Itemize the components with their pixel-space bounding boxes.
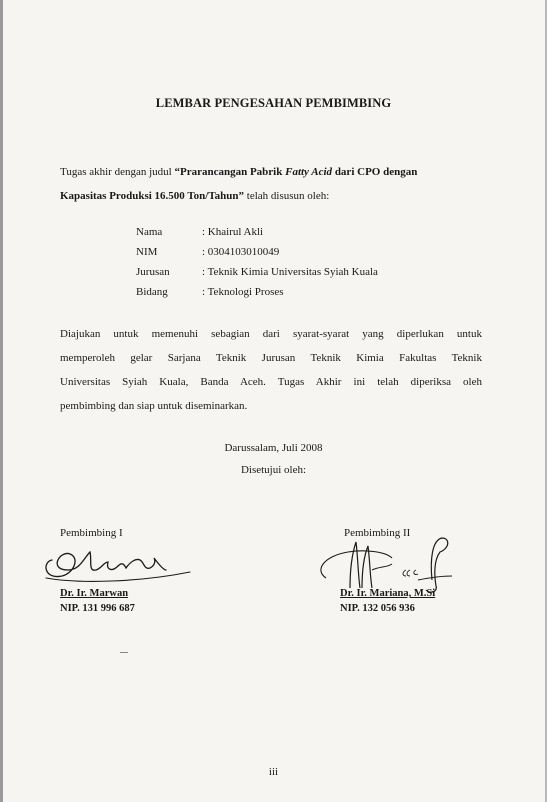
student-label: Bidang [136, 286, 168, 298]
quote-close: ” [238, 190, 245, 202]
intro-suffix: telah disusun oleh: [244, 190, 330, 202]
student-value: : Teknologi Proses [202, 286, 284, 298]
supervisor2-nip: NIP. 132 056 936 [340, 603, 415, 614]
place-date: Darussalam, Juli 2008 [224, 442, 323, 454]
student-row-jurusan [136, 262, 378, 282]
paragraph-line: Diajukan untuk memenuhi sebagian dari syarat-syarat yang diperlukan untuk [60, 328, 482, 340]
paragraph-line: Universitas Syiah Kuala, Banda Aceh. Tugas Akhir ini telah diperiksa oleh [60, 376, 482, 388]
supervisor1-name: Dr. Ir. Marwan [60, 588, 129, 599]
supervisor1-role: Pembimbing I [60, 527, 123, 539]
supervisor1-nip: NIP. 131 996 687 [60, 603, 135, 614]
student-info [136, 222, 378, 302]
thesis-title-part1: Prarancangan Pabrik [179, 166, 286, 178]
student-label: NIM [136, 246, 158, 258]
supervisor1-signature [40, 540, 200, 590]
approved-by-label: Disetujui oleh: [240, 464, 307, 476]
student-label: Nama [136, 226, 163, 238]
quote-open: “ [174, 166, 180, 178]
supervisor2-role: Pembimbing II [344, 527, 411, 539]
intro-text [60, 160, 480, 208]
page-title: LEMBAR PENGESAHAN PEMBIMBING [155, 96, 392, 110]
student-row-name [136, 222, 378, 242]
thesis-title-italic: Fatty Acid [285, 166, 333, 178]
supervisor2-name: Dr. Ir. Mariana, M.Si [340, 588, 436, 599]
student-value: : Teknik Kimia Universitas Syiah Kuala [202, 266, 378, 278]
student-value: : 0304103010049 [202, 246, 280, 258]
student-row-bidang [136, 282, 378, 302]
student-row-nim [136, 242, 378, 262]
scan-speck [120, 652, 128, 653]
student-value: : Khairul Akli [202, 226, 264, 238]
approval-paragraph [60, 322, 482, 418]
paragraph-line: pembimbing dan siap untuk diseminarkan. [60, 400, 248, 412]
intro-prefix: Tugas akhir dengan judul [60, 166, 175, 178]
page-number: iii [268, 766, 279, 778]
student-label: Jurusan [136, 266, 170, 278]
thesis-title-part3: Kapasitas Produksi 16.500 Ton/Tahun [60, 190, 239, 202]
paragraph-line: memperoleh gelar Sarjana Teknik Jurusan Teknik Kimia Fakultas Teknik [60, 352, 482, 364]
page-left-edge [0, 0, 3, 802]
thesis-title-part2: dari CPO dengan [332, 166, 418, 178]
